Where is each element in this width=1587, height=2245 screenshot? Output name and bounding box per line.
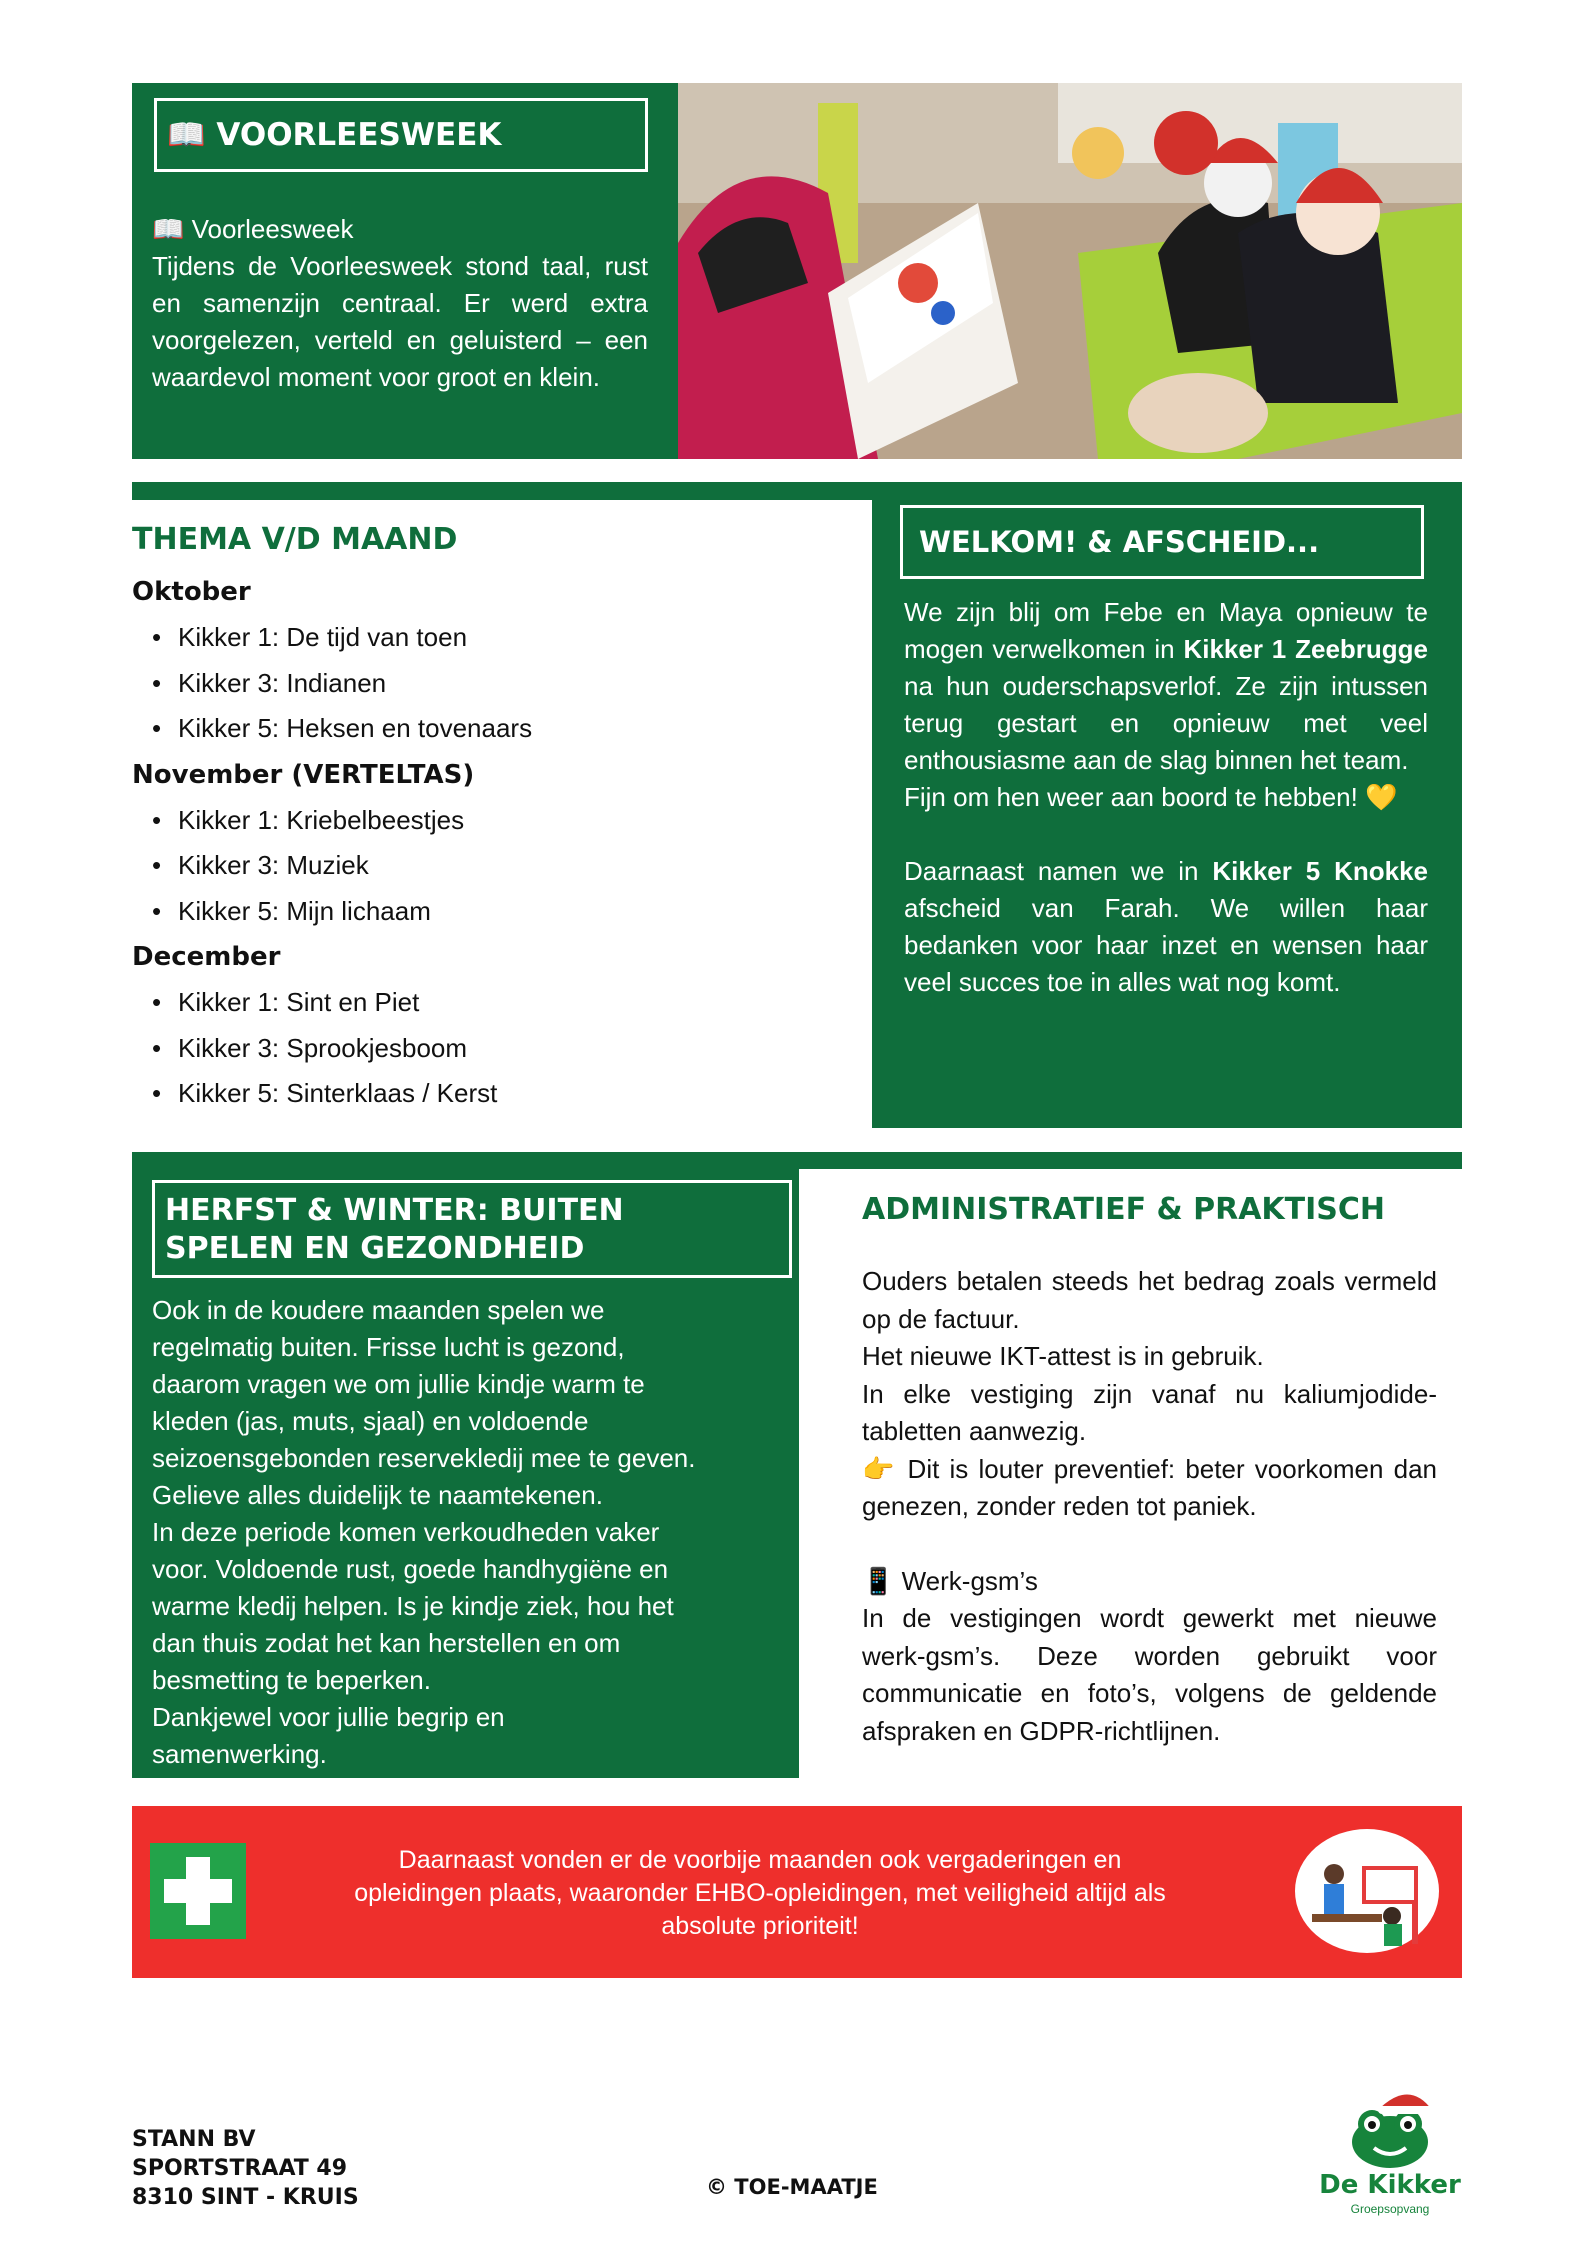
month-block	[132, 934, 872, 1117]
herfst-line: voor. Voldoende rust, goede handhygiëne en	[152, 1554, 669, 1584]
list-item: • Kikker 3: Sprookjesboom	[152, 1026, 872, 1072]
reading-photo	[678, 83, 1462, 459]
herfst-line: besmetting te beperken.	[152, 1665, 431, 1695]
welkom-body	[904, 594, 1428, 1001]
welkom-bold: Kikker 5 Knokke	[1212, 856, 1428, 886]
welkom-text: afscheid van Farah. We willen haar bedanken voor haar inzet en wensen haar veel succes toe in alles wat nog komt.	[904, 893, 1428, 997]
voorleesweek-title: 📖 VOORLEESWEEK	[154, 98, 648, 172]
herfst-title-line: SPELEN EN GEZONDHEID	[165, 1231, 585, 1266]
voorleesweek-body	[152, 211, 648, 396]
admin-paragraph: Ouders betalen steeds het bedrag zoals vermeld op de factuur.	[862, 1266, 1437, 1334]
herfst-line: warme kledij helpen. Is je kindje ziek, hou het	[152, 1591, 674, 1621]
welkom-text: Daarnaast namen we in	[904, 856, 1213, 886]
voorleesweek-section	[132, 83, 680, 459]
herfst-title-line: HERFST & WINTER: BUITEN	[165, 1193, 624, 1228]
spacer	[862, 1526, 1437, 1563]
herfst-line: regelmatig buiten. Frisse lucht is gezond,	[152, 1332, 625, 1362]
admin-title: ADMINISTRATIEF & PRAKTISCH	[862, 1192, 1386, 1227]
list-item: • Kikker 5: Sinterklaas / Kerst	[152, 1071, 872, 1117]
welkom-text: na hun ouderschapsverlof. Ze zijn intussen terug gestart en opnieuw met veel enthousiasme aan de slag binnen het team.	[904, 671, 1428, 775]
month-list	[132, 980, 872, 1117]
admin-paragraph: Het nieuwe IKT-attest is in gebruik.	[862, 1341, 1264, 1371]
month-name: Oktober	[132, 577, 251, 607]
list-item: • Kikker 1: De tijd van toen	[152, 615, 872, 661]
welkom-paragraph	[904, 594, 1428, 779]
list-item: • Kikker 1: Sint en Piet	[152, 980, 872, 1026]
frog-icon	[1300, 2080, 1480, 2172]
thema-months	[132, 569, 872, 1117]
banner-text	[260, 1844, 1260, 1943]
banner-line: absolute prioriteit!	[661, 1912, 859, 1940]
herfst-line: samenwerking.	[152, 1739, 327, 1769]
logo-subtitle: Groepsopvang	[1350, 2202, 1430, 2216]
first-aid-icon	[150, 1843, 246, 1939]
herfst-title	[152, 1180, 792, 1278]
address-block	[132, 2125, 359, 2212]
month-block	[132, 569, 872, 752]
afscheid-paragraph	[904, 853, 1428, 1001]
herfst-body	[152, 1292, 782, 1773]
list-item: • Kikker 5: Heksen en tovenaars	[152, 706, 872, 752]
banner-line: opleidingen plaats, waaronder EHBO-opleidingen, met veiligheid altijd als	[354, 1879, 1166, 1907]
herfst-line: dan thuis zodat het kan herstellen en om	[152, 1628, 621, 1658]
meeting-illustration	[1292, 1826, 1442, 1956]
herfst-line: seizoensgebonden reservekledij mee te geven.	[152, 1443, 696, 1473]
company-name: STANN BV	[132, 2127, 256, 2152]
list-item: • Kikker 1: Kriebelbeestjes	[152, 798, 872, 844]
copyright: © TOE-MAATJE	[706, 2175, 878, 2199]
herfst-line: Dankjewel voor jullie begrip en	[152, 1702, 505, 1732]
admin-body	[862, 1263, 1437, 1750]
spacer	[904, 816, 1428, 853]
herfst-line: kleden (jas, muts, sjaal) en voldoende	[152, 1406, 589, 1436]
list-item: • Kikker 5: Mijn lichaam	[152, 889, 872, 935]
herfst-line: Gelieve alles duidelijk te naamtekenen.	[152, 1480, 603, 1510]
welkom-text: We zijn blij om Febe en Maya opnieuw te mogen verwelkomen in	[904, 597, 1428, 664]
month-block	[132, 752, 872, 935]
herfst-section	[132, 1152, 799, 1778]
de-kikker-logo	[1300, 2080, 1480, 2220]
logo-name: De Kikker	[1319, 2170, 1461, 2200]
voorleesweek-text: Tijdens de Voorleesweek stond taal, rust en samenzijn centraal. Er werd extra voorgelezen, verteld en geluisterd – een waardevol moment voor groot en klein.	[152, 251, 648, 392]
admin-paragraph: In elke vestiging zijn vanaf nu kaliumjodide-tabletten aanwezig.	[862, 1378, 1437, 1446]
admin-paragraph: 👉 Dit is louter preventief: beter voorkomen dan genezen, zonder reden tot paniek.	[862, 1453, 1437, 1521]
welkom-paragraph: Fijn om hen weer aan boord te hebben! 💛	[904, 782, 1398, 812]
month-name: December	[132, 942, 281, 972]
thema-title: THEMA V/D MAAND	[132, 522, 458, 557]
banner-line: Daarnaast vonden er de voorbije maanden ook vergaderingen en	[398, 1846, 1122, 1874]
admin-subheading: 📱 Werk-gsm’s	[862, 1565, 1038, 1596]
month-name: November (VERTELTAS)	[132, 759, 475, 790]
welkom-bold: Kikker 1 Zeebrugge	[1183, 634, 1429, 664]
admin-section	[862, 1180, 1437, 1750]
ehbo-banner	[132, 1806, 1462, 1978]
welkom-section	[872, 482, 1462, 1128]
month-list	[132, 798, 872, 935]
list-item: • Kikker 3: Muziek	[152, 843, 872, 889]
month-list	[132, 615, 872, 752]
herfst-line: Ook in de koudere maanden spelen we	[152, 1295, 605, 1325]
city: 8310 SINT - KRUIS	[132, 2185, 359, 2210]
voorleesweek-subheading: 📖 Voorleesweek	[152, 214, 354, 244]
welkom-title: WELKOM! & AFSCHEID...	[900, 505, 1424, 579]
herfst-line: daarom vragen we om jullie kindje warm te	[152, 1369, 645, 1399]
street: SPORTSTRAAT 49	[132, 2156, 348, 2181]
admin-paragraph: In de vestigingen wordt gewerkt met nieuwe werk-gsm’s. Deze worden gebruikt voor communicatie en foto’s, volgens de geldende afspraken en GDPR-richtlijnen.	[862, 1603, 1437, 1746]
thema-section	[132, 510, 872, 1117]
list-item: • Kikker 3: Indianen	[152, 661, 872, 707]
herfst-line: In deze periode komen verkoudheden vaker	[152, 1517, 660, 1547]
